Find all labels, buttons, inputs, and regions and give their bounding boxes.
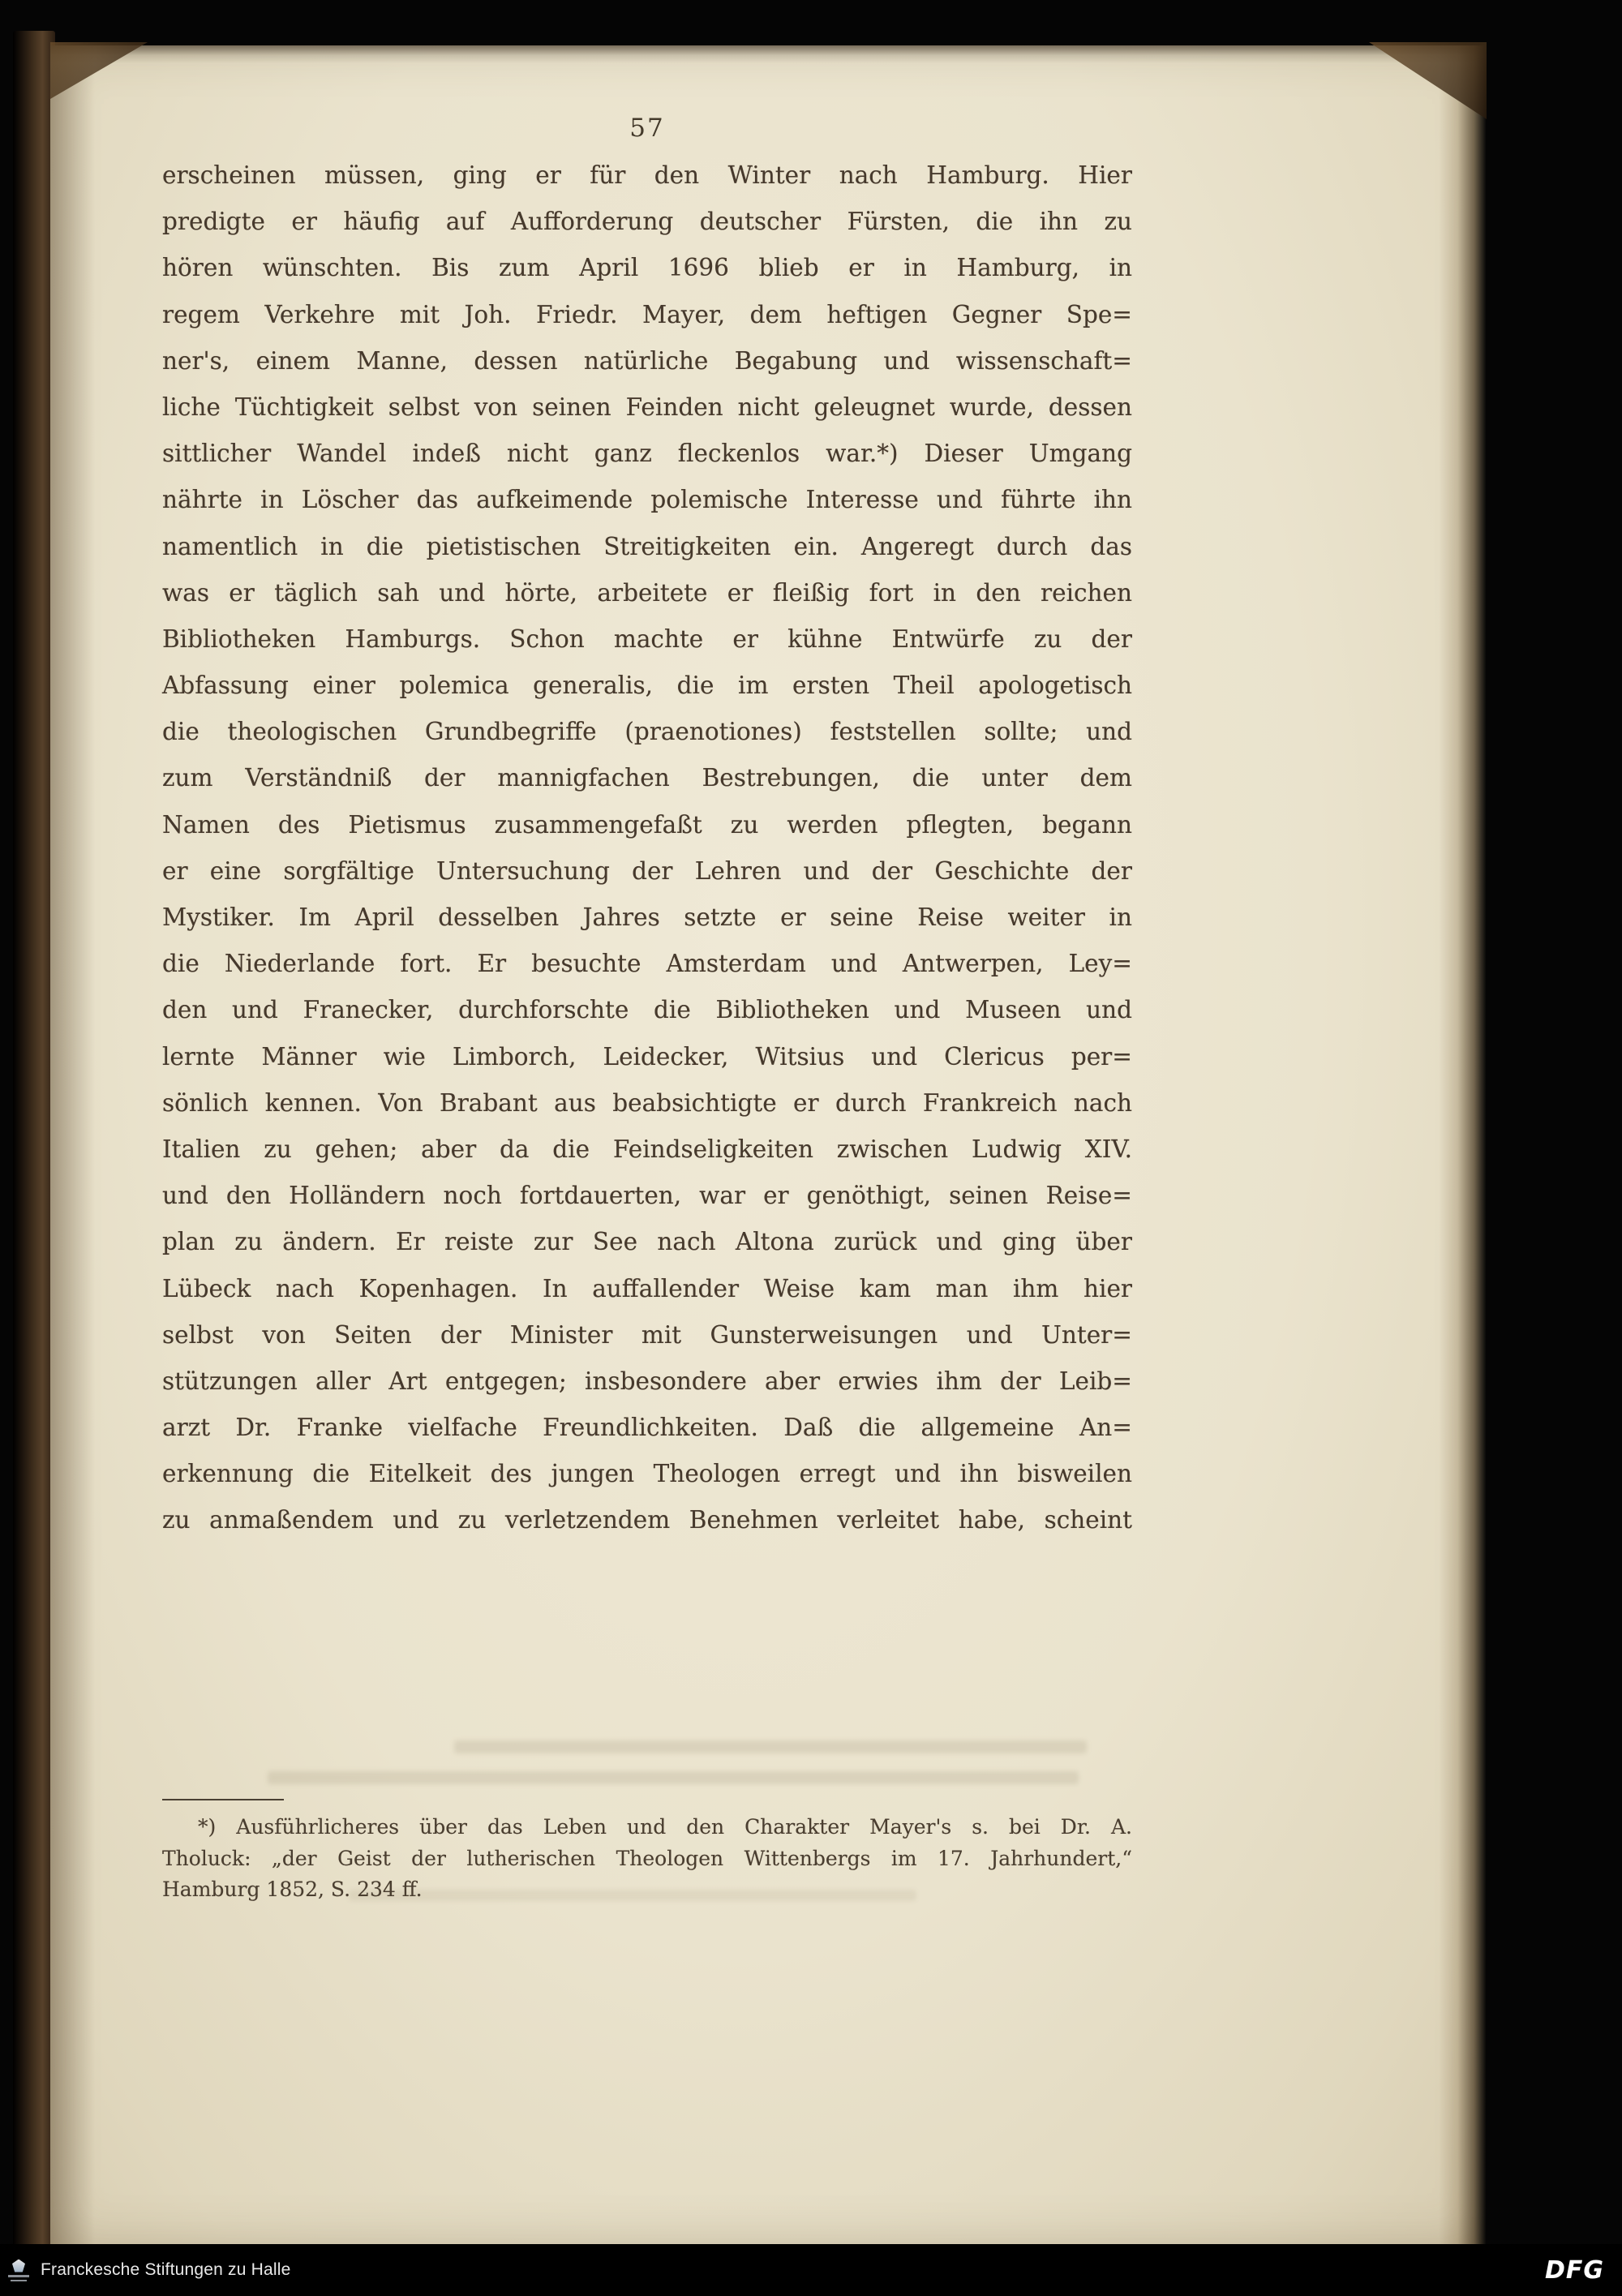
library-attribution: Franckesche Stiftungen zu Halle (41, 2260, 291, 2279)
viewer-footer-bar (0, 2244, 1622, 2296)
body-line: selbst von Seiten der Minister mit Gunsterweisungen und Unter= (162, 1320, 1132, 1349)
footnote-line: *) Ausführlicheres über das Leben und den Charakter Mayer's s. bei Dr. A. (198, 1815, 1132, 1839)
body-line: nährte in Löscher das aufkeimende polemische Interesse und führte ihn (162, 486, 1132, 514)
francke-stiftungen-logo-icon (6, 2252, 31, 2288)
body-line: hören wünschten. Bis zum April 1696 blieb er in Hamburg, in (162, 254, 1132, 282)
footnote-separator-rule (162, 1799, 284, 1800)
dfg-logo: DFG (1544, 2256, 1604, 2285)
body-line: erscheinen müssen, ging er für den Winter nach Hamburg. Hier (162, 161, 1132, 189)
body-line: und den Holländern noch fortdauerten, war er genöthigt, seinen Reise= (162, 1182, 1132, 1210)
body-line: sönlich kennen. Von Brabant aus beabsichtigte er durch Frankreich nach (162, 1088, 1132, 1117)
book-spine-edge (13, 31, 55, 2247)
body-line: lernte Männer wie Limborch, Leidecker, Witsius und Clericus per= (162, 1042, 1132, 1071)
body-line: die Niederlande fort. Er besuchte Amsterdam und Antwerpen, Ley= (162, 950, 1132, 978)
body-line: zu anmaßendem und zu verletzendem Benehmen verleitet habe, scheint (162, 1506, 1132, 1534)
verso-showthrough (454, 1740, 1087, 1753)
body-line: stützungen aller Art entgegen; insbesondere aber erwies ihm der Leib= (162, 1367, 1132, 1395)
body-line: regem Verkehre mit Joh. Friedr. Mayer, dem heftigen Gegner Spe= (162, 300, 1132, 328)
body-line: Bibliotheken Hamburgs. Schon machte er kühne Entwürfe zu der (162, 624, 1132, 653)
body-line: sittlicher Wandel indeß nicht ganz fleckenlos war.*) Dieser Umgang (162, 440, 1132, 468)
body-line: Abfassung einer polemica generalis, die im ersten Theil apologetisch (162, 672, 1132, 700)
logo-microtext (8, 2275, 29, 2277)
footnote-block (162, 1812, 1132, 1906)
body-line: die theologischen Grundbegriffe (praenotiones) feststellen sollte; und (162, 718, 1132, 746)
body-line: Lübeck nach Kopenhagen. In auffallender Weise kam man ihm hier (162, 1274, 1132, 1302)
body-line: ner's, einem Manne, dessen natürliche Begabung und wissenschaft= (162, 346, 1132, 375)
logo-microtext (11, 2280, 27, 2281)
body-line: zum Verständniß der mannigfachen Bestrebungen, die unter dem (162, 764, 1132, 792)
page-body-text (162, 152, 1132, 1544)
body-line: was er täglich sah und hörte, arbeitete er fleißig fort in den reichen (162, 578, 1132, 607)
footnote-line: Hamburg 1852, S. 234 ff. (162, 1878, 423, 1901)
body-line: arzt Dr. Franke vielfache Freundlichkeiten. Daß die allgemeine An= (162, 1414, 1132, 1442)
body-line: er eine sorgfältige Untersuchung der Lehren und der Geschichte der (162, 856, 1132, 885)
verso-showthrough (268, 1771, 1079, 1784)
body-line: den und Franecker, durchforschte die Bibliotheken und Museen und (162, 996, 1132, 1024)
body-line: Italien zu gehen; aber da die Feindseligkeiten zwischen Ludwig XIV. (162, 1135, 1132, 1163)
body-line: Namen des Pietismus zusammengefaßt zu werden pflegten, begann (162, 810, 1132, 839)
page-number: 57 (629, 114, 665, 143)
body-line: plan zu ändern. Er reiste zur See nach Altona zurück und ging über (162, 1228, 1132, 1256)
gutter-shadow (50, 45, 95, 2247)
footnote-line: Tholuck: „der Geist der lutherischen Theologen Wittenbergs im 17. Jahrhundert,“ (162, 1846, 1132, 1870)
body-line: predigte er häufig auf Aufforderung deutscher Fürsten, die ihn zu (162, 208, 1132, 236)
emblem-icon (12, 2260, 25, 2272)
body-line: liche Tüchtigkeit selbst von seinen Feinden nicht geleugnet wurde, dessen (162, 393, 1132, 421)
body-line: Mystiker. Im April desselben Jahres setzte er seine Reise weiter in (162, 903, 1132, 931)
body-line: erkennung die Eitelkeit des jungen Theologen erregt und ihn bisweilen (162, 1460, 1132, 1488)
body-line: namentlich in die pietistischen Streitigkeiten ein. Angeregt durch das (162, 532, 1132, 560)
